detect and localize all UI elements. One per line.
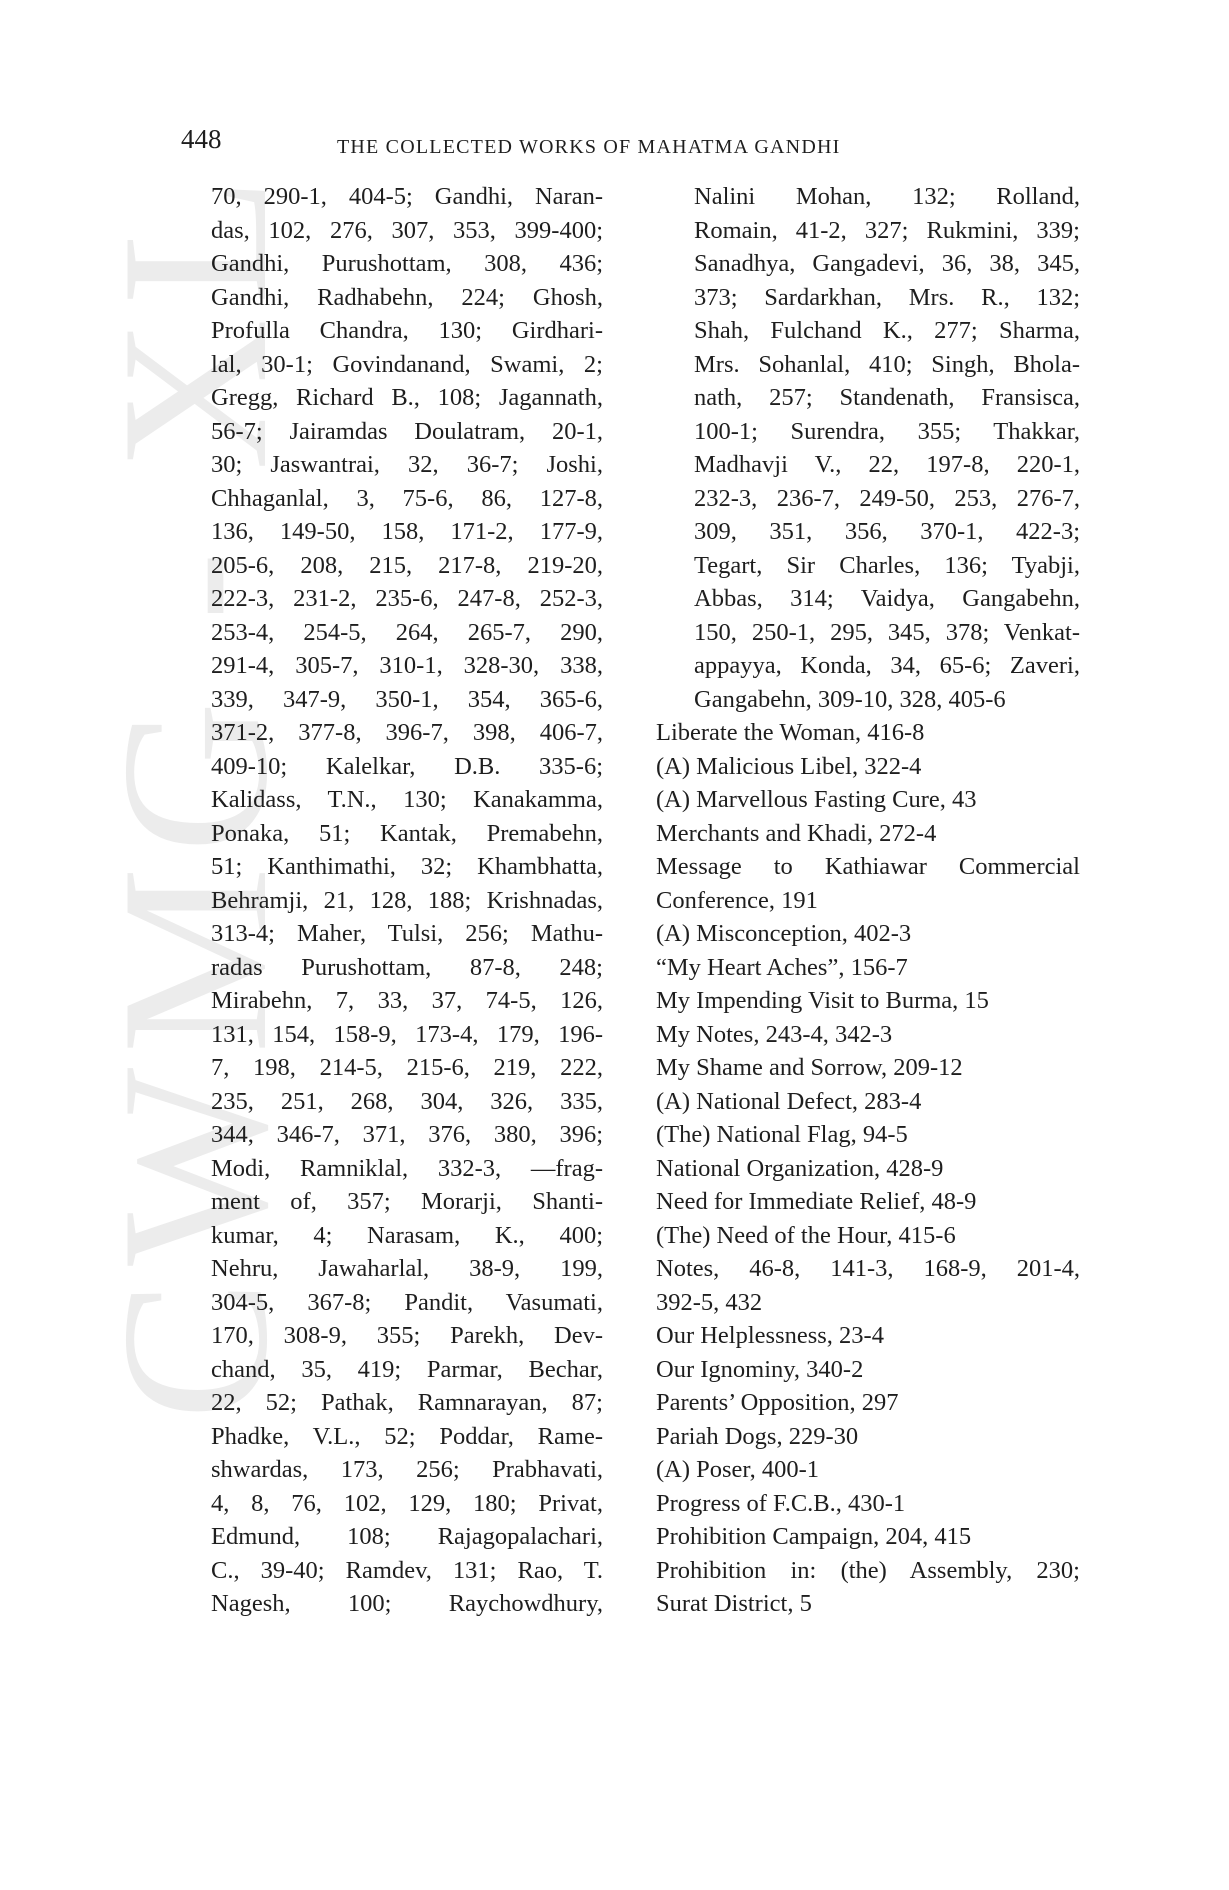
- index-line: 309, 351, 356, 370-1, 422-3;: [694, 518, 1080, 545]
- index-entry: [656, 1118, 1080, 1152]
- index-entry: [656, 1353, 1080, 1387]
- index-line: 131, 154, 158-9, 173-4, 179, 196-: [211, 1020, 603, 1048]
- entry-continuation: Surat District, 5: [656, 1590, 812, 1617]
- index-line: Sanadhya, Gangadevi, 36, 38, 345,: [694, 250, 1080, 277]
- index-entry: [656, 850, 1080, 917]
- entry-line: Prohibition in: (the) Assembly, 230;: [656, 1556, 1080, 1584]
- index-line: Romain, 41-2, 327; Rukmini, 339;: [694, 216, 1080, 244]
- index-line: 22, 52; Pathak, Ramnarayan, 87;: [211, 1389, 603, 1416]
- index-line: Behramji, 21, 128, 188; Krishnadas,: [211, 886, 603, 914]
- index-line: Edmund, 108; Rajagopalachari,: [211, 1523, 603, 1550]
- entry-line: My Impending Visit to Burma, 15: [656, 987, 989, 1014]
- index-entry: [656, 1420, 1080, 1454]
- index-entry: [656, 1085, 1080, 1119]
- entry-line: National Organization, 428-9: [656, 1154, 944, 1182]
- index-line: C., 39-40; Ramdev, 131; Rao, T.: [211, 1556, 603, 1584]
- right-column: [656, 180, 1080, 1621]
- index-entry: [656, 750, 1080, 784]
- index-line: 291-4, 305-7, 310-1, 328-30, 338,: [211, 652, 603, 679]
- index-line: Chhaganlal, 3, 75-6, 86, 127-8,: [211, 484, 603, 512]
- index-entry: [656, 1386, 1080, 1420]
- index-line: kumar, 4; Narasam, K., 400;: [211, 1221, 603, 1249]
- index-line: Tegart, Sir Charles, 136; Tyabji,: [694, 551, 1080, 579]
- index-line: 235, 251, 268, 304, 326, 335,: [211, 1087, 603, 1115]
- index-entry: [656, 1051, 1080, 1085]
- index-line: Abbas, 314; Vaidya, Gangabehn,: [694, 585, 1080, 612]
- entry-line: (The) Need of the Hour, 415-6: [656, 1221, 956, 1249]
- index-entry: [656, 1453, 1080, 1487]
- entry-continuation: Conference, 191: [656, 886, 818, 914]
- entry-line: Need for Immediate Relief, 48-9: [656, 1188, 977, 1215]
- index-line: das, 102, 276, 307, 353, 399-400;: [211, 216, 603, 244]
- watermark: CWMG - XL: [79, 162, 311, 1420]
- index-entry: [656, 716, 1080, 750]
- entry-line: Message to Kathiawar Commercial: [656, 853, 1080, 880]
- index-line: Shah, Fulchand K., 277; Sharma,: [694, 317, 1080, 344]
- entry-line: My Shame and Sorrow, 209-12: [656, 1054, 963, 1081]
- index-entry: [656, 1152, 1080, 1186]
- left-column: [211, 180, 603, 1621]
- index-line: Nalini Mohan, 132; Rolland,: [694, 183, 1080, 210]
- index-line: shwardas, 173, 256; Prabhavati,: [211, 1456, 603, 1483]
- continuation-block: [656, 180, 1080, 716]
- entry-line: Prohibition Campaign, 204, 415: [656, 1523, 972, 1550]
- index-entry: [656, 951, 1080, 985]
- index-line: radas Purushottam, 87-8, 248;: [211, 953, 603, 981]
- index-line: 56-7; Jairamdas Doulatram, 20-1,: [211, 417, 603, 445]
- index-line: 205-6, 208, 215, 217-8, 219-20,: [211, 551, 603, 579]
- entry-line: (A) Malicious Libel, 322-4: [656, 752, 922, 780]
- index-line: Gandhi, Radhabehn, 224; Ghosh,: [211, 283, 603, 311]
- index-line: 222-3, 231-2, 235-6, 247-8, 252-3,: [211, 585, 603, 612]
- entry-line: Our Helplessness, 23-4: [656, 1322, 884, 1349]
- index-line: 100-1; Surendra, 355; Thakkar,: [694, 417, 1080, 445]
- entry-line: (A) Misconception, 402-3: [656, 920, 912, 947]
- index-line: 371-2, 377-8, 396-7, 398, 406-7,: [211, 719, 603, 746]
- index-line: Gandhi, Purushottam, 308, 436;: [211, 250, 603, 277]
- entry-line: “My Heart Aches”, 156-7: [656, 953, 908, 981]
- index-entry: [656, 917, 1080, 951]
- index-entry: [656, 1185, 1080, 1219]
- index-entry: [656, 1520, 1080, 1554]
- index-line: 409-10; Kalelkar, D.B. 335-6;: [211, 752, 603, 780]
- index-line: 30; Jaswantrai, 32, 36-7; Joshi,: [211, 451, 603, 478]
- index-line: 304-5, 367-8; Pandit, Vasumati,: [211, 1288, 603, 1316]
- index-line: 51; Kanthimathi, 32; Khambhatta,: [211, 853, 603, 880]
- index-line: 150, 250-1, 295, 345, 378; Venkat-: [694, 618, 1080, 646]
- index-line: Phadke, V.L., 52; Poddar, Rame-: [211, 1422, 603, 1450]
- index-line: Gangabehn, 309-10, 328, 405-6: [694, 685, 1006, 713]
- index-line: 136, 149-50, 158, 171-2, 177-9,: [211, 518, 603, 545]
- entry-line: Merchants and Khadi, 272-4: [656, 819, 937, 847]
- entry-line: Notes, 46-8, 141-3, 168-9, 201-4,: [656, 1255, 1080, 1282]
- index-line: Modi, Ramniklal, 332-3, —frag-: [211, 1154, 603, 1182]
- index-line: 7, 198, 214-5, 215-6, 219, 222,: [211, 1054, 603, 1081]
- index-line: Profulla Chandra, 130; Girdhari-: [211, 317, 603, 344]
- index-line: Ponaka, 51; Kantak, Premabehn,: [211, 819, 603, 847]
- page-number: 448: [181, 124, 222, 154]
- index-line: 232-3, 236-7, 249-50, 253, 276-7,: [694, 484, 1080, 512]
- index-line: Nehru, Jawaharlal, 38-9, 199,: [211, 1255, 603, 1282]
- index-entry: [656, 1252, 1080, 1319]
- index-entry: [656, 1319, 1080, 1353]
- entry-line: (A) Marvellous Fasting Cure, 43: [656, 786, 977, 813]
- entry-line: My Notes, 243-4, 342-3: [656, 1020, 893, 1048]
- index-entry: [656, 1018, 1080, 1052]
- index-line: Mrs. Sohanlal, 410; Singh, Bhola-: [694, 350, 1080, 378]
- index-line: chand, 35, 419; Parmar, Bechar,: [211, 1355, 603, 1383]
- entry-line: Our Ignominy, 340-2: [656, 1355, 864, 1383]
- index-line: 253-4, 254-5, 264, 265-7, 290,: [211, 618, 603, 646]
- index-line: Kalidass, T.N., 130; Kanakamma,: [211, 786, 603, 813]
- index-line: Madhavji V., 22, 197-8, 220-1,: [694, 451, 1080, 478]
- entry-line: (A) Poser, 400-1: [656, 1456, 820, 1483]
- index-entry: [656, 1554, 1080, 1621]
- index-line: ment of, 357; Morarji, Shanti-: [211, 1188, 603, 1215]
- entry-line: Liberate the Woman, 416-8: [656, 719, 925, 746]
- index-entry: [656, 817, 1080, 851]
- index-line: nath, 257; Standenath, Fransisca,: [694, 384, 1080, 411]
- entry-line: (The) National Flag, 94-5: [656, 1121, 908, 1148]
- index-entries: [656, 716, 1080, 1621]
- index-line: lal, 30-1; Govindanand, Swami, 2;: [211, 350, 603, 378]
- entry-line: (A) National Defect, 283-4: [656, 1087, 922, 1115]
- index-line: appayya, Konda, 34, 65-6; Zaveri,: [694, 652, 1080, 679]
- entry-line: Pariah Dogs, 229-30: [656, 1422, 859, 1450]
- index-line: 373; Sardarkhan, Mrs. R., 132;: [694, 283, 1080, 311]
- index-line: Nagesh, 100; Raychowdhury,: [211, 1590, 603, 1617]
- index-line: Gregg, Richard B., 108; Jagannath,: [211, 384, 603, 411]
- index-entry: [656, 1219, 1080, 1253]
- running-title: THE COLLECTED WORKS OF MAHATMA GANDHI: [337, 136, 841, 158]
- index-line: 70, 290-1, 404-5; Gandhi, Naran-: [211, 183, 603, 210]
- index-line: 344, 346-7, 371, 376, 380, 396;: [211, 1121, 603, 1148]
- index-line: 170, 308-9, 355; Parekh, Dev-: [211, 1322, 603, 1349]
- index-entry: [656, 1487, 1080, 1521]
- entry-line: Progress of F.C.B., 430-1: [656, 1489, 906, 1517]
- entry-continuation: 392-5, 432: [656, 1288, 763, 1316]
- entry-line: Parents’ Opposition, 297: [656, 1389, 899, 1416]
- index-line: Mirabehn, 7, 33, 37, 74-5, 126,: [211, 987, 603, 1014]
- index-line: 339, 347-9, 350-1, 354, 365-6,: [211, 685, 603, 713]
- index-entry: [656, 984, 1080, 1018]
- index-line: 4, 8, 76, 102, 129, 180; Privat,: [211, 1489, 603, 1517]
- index-entry: [656, 783, 1080, 817]
- index-line: 313-4; Maher, Tulsi, 256; Mathu-: [211, 920, 603, 947]
